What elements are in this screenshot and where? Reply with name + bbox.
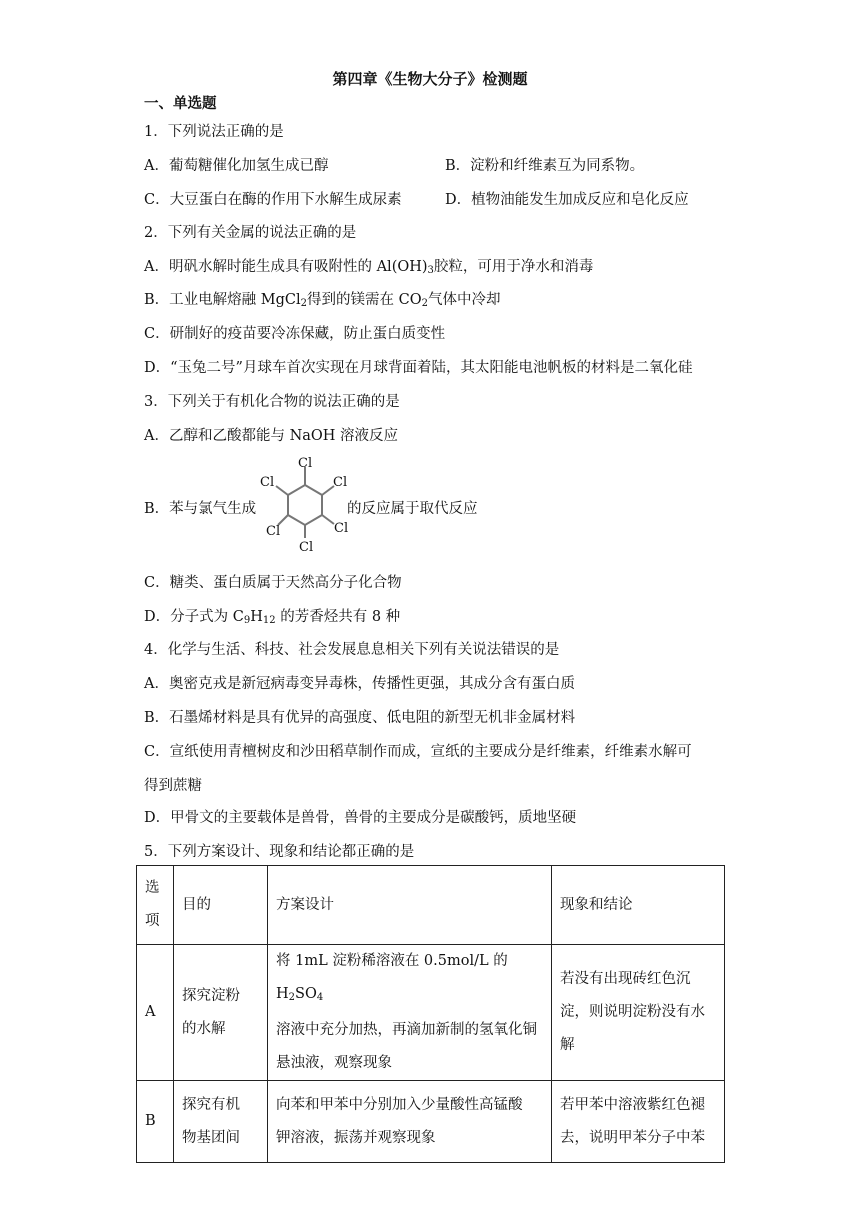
q1-option-d: D．植物油能发生加成反应和皂化反应 <box>445 192 689 208</box>
q4-option-c-line1: C．宣纸使用青檀树皮和沙田稻草制作而成，宣纸的主要成分是纤维素，纤维素水解可 <box>144 744 692 760</box>
cl-label-upper-right: Cl <box>333 475 348 490</box>
page-title: 第四章《生物大分子》检测题 <box>332 70 528 88</box>
row-a-result: 若没有出现砖红色沉 淀，则说明淀粉没有水 解 <box>552 945 725 1081</box>
row-a-purpose: 探究淀粉 的水解 <box>174 945 268 1081</box>
header-design: 方案设计 <box>268 866 552 945</box>
cl-label-lower-right: Cl <box>334 521 349 536</box>
hexachlorocyclohexane-structure <box>250 452 350 554</box>
row-b-option: B <box>137 1081 174 1163</box>
row-b-design: 向苯和甲苯中分别加入少量酸性高锰酸 钾溶液，振荡并观察现象 <box>268 1081 552 1163</box>
q4-option-c-line2: 得到蔗糖 <box>144 778 202 794</box>
row-a-design: 将 1mL 淀粉稀溶液在 0.5mol/L 的 $H_2SO_4$ 溶液中充分加热，再滴加新制的氢氧化铜 悬浊液，观察现象 <box>268 945 552 1081</box>
header-purpose: 目的 <box>174 866 268 945</box>
q4-stem: 4．化学与生活、科技、社会发展息息相关下列有关说法错误的是 <box>144 642 560 658</box>
row-a-option: A <box>137 945 174 1081</box>
q1-option-b: B．淀粉和纤维素互为同系物。 <box>445 158 645 174</box>
q1-option-a: A．葡萄糖催化加氢生成已醇 <box>144 158 329 174</box>
table-header-row <box>137 866 725 945</box>
q4-option-a: A．奥密克戎是新冠病毒变异毒株，传播性更强，其成分含有蛋白质 <box>144 676 575 692</box>
q2-option-b: B．工业电解熔融 MgCl$_2$得到的镁需在 $CO_2$气体中冷却 <box>144 292 501 309</box>
q3-option-b-post: 的反应属于取代反应 <box>347 501 478 517</box>
q3-option-b-pre: B．苯与氯气生成 <box>144 501 257 517</box>
header-result: 现象和结论 <box>552 866 725 945</box>
table-row <box>137 1081 725 1163</box>
q2-stem: 2．下列有关金属的说法正确的是 <box>144 225 357 241</box>
q3-option-a: A．乙醇和乙酸都能与 NaOH 溶液反应 <box>144 428 399 444</box>
table-row <box>137 945 725 1081</box>
q2-option-d: D．“玉兔二号”月球车首次实现在月球背面着陆，其太阳能电池帆板的材料是二氧化硅 <box>144 360 693 376</box>
cl-label-upper-left: Cl <box>260 475 275 490</box>
q3-option-c: C．糖类、蛋白质属于天然高分子化合物 <box>144 575 402 591</box>
section-heading: 一、单选题 <box>144 95 217 112</box>
header-option: 选 项 <box>137 866 174 945</box>
q2-option-c: C．研制好的疫苗要冷冻保藏，防止蛋白质变性 <box>144 326 446 342</box>
q2-option-a: A．明矾水解时能生成具有吸附性的 $Al(OH)_3$胶粒，可用于净水和消毒 <box>144 259 594 276</box>
q1-stem: 1．下列说法正确的是 <box>144 124 284 140</box>
cl-label-lower-left: Cl <box>266 524 281 539</box>
q4-option-d: D．甲骨文的主要载体是兽骨，兽骨的主要成分是碳酸钙，质地坚硬 <box>144 810 577 826</box>
q1-option-c: C．大豆蛋白在酶的作用下水解生成尿素 <box>144 192 402 208</box>
q3-option-d: D．分子式为 $C_9H_{12}$ 的芳香烃共有 8 种 <box>144 609 401 626</box>
row-b-purpose: 探究有机 物基团间 <box>174 1081 268 1163</box>
q3-stem: 3．下列关于有机化合物的说法正确的是 <box>144 394 400 410</box>
q5-stem: 5．下列方案设计、现象和结论都正确的是 <box>144 844 415 860</box>
q4-option-b: B．石墨烯材料是具有优异的高强度、低电阻的新型无机非金属材料 <box>144 710 576 726</box>
row-b-result: 若甲苯中溶液紫红色褪 去，说明甲苯分子中苯 <box>552 1081 725 1163</box>
cl-label-bottom: Cl <box>299 540 314 554</box>
q5-table <box>136 865 725 1163</box>
cl-label-top: Cl <box>298 456 313 471</box>
